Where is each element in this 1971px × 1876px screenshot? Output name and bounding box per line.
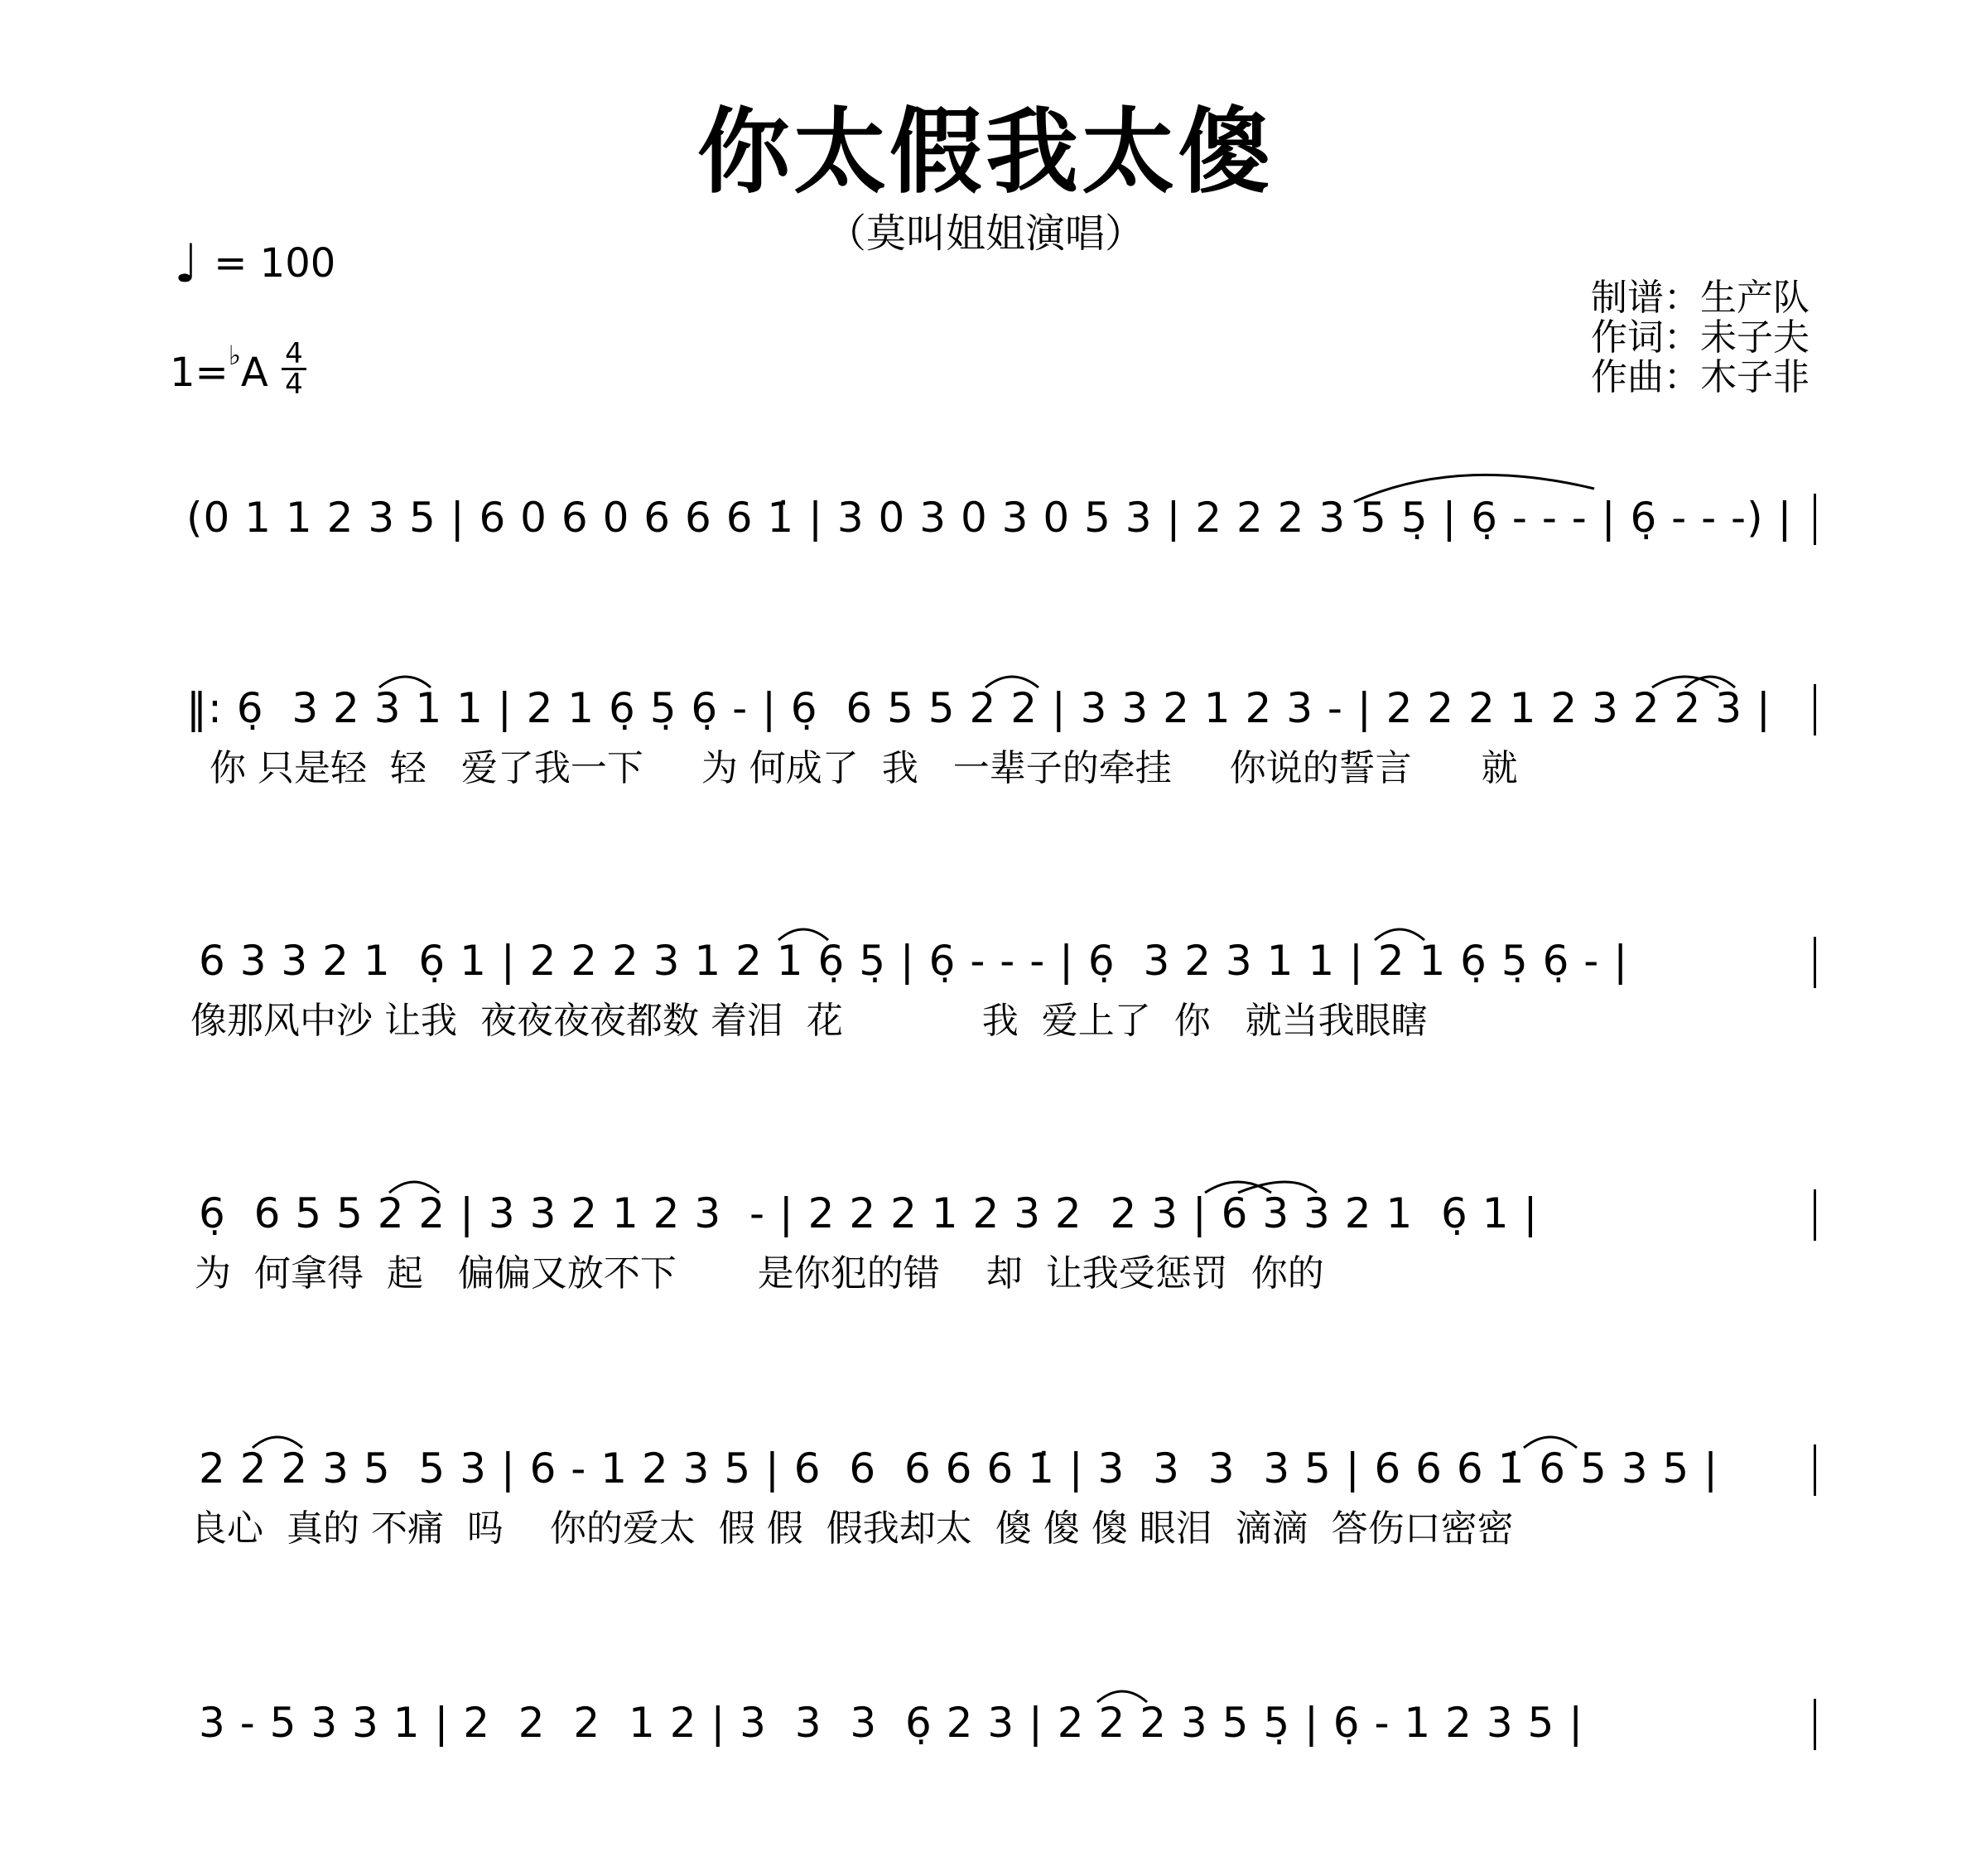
notation-line: 6 3 3 2 1 6̣ 1 | 2 2 2 3 1 2 1 6̣ 5̣ | 6̣ - - - | 6̣ 3 2 3 1 1 | 2 1 6̣ 5̣ 6̣ - | (199, 937, 1629, 985)
lyrics-line: 为 何拿得 起 偏偏又放不下 是你犯的错 却 让我受惩罚 你的 (195, 1252, 1324, 1295)
tempo-marking (174, 234, 336, 295)
composer-credit: 作曲：木子非 (1591, 356, 1810, 398)
lyrics-line: 良心 真的 不痛 吗 你的爱太 假 假 假我却太 傻 傻 傻 眼泪 滴滴 答伤口密密 (190, 1507, 1514, 1550)
notation-line: ‖: 6̣ 3 2 3 1 1 | 2 1 6̣ 5̣ 6̣ - | 6̣ 6 5 5 2 2 | 3 3 2 1 2 3 - | 2 2 2 1 2 3 2 2 3 | (186, 684, 1771, 732)
key-note: A (240, 350, 268, 396)
notation-line: 2 2 2 3 5 5 3 | 6 - 1 2 3 5 | 6 6 6 6 6 1̇ | 3 3 3 3 5 | 6 6 6 1̇ 6 5 3 5 | (199, 1444, 1718, 1493)
barline (1814, 684, 1816, 735)
score-system-2 (0, 679, 1971, 861)
flat-icon: ♭ (228, 340, 241, 371)
notation-line: 3 - 5 3 3 1 | 2 2 2 1 2 | 3 3 3 6̣ 2 3 | 2 2 2 3 5 5̣ | 6̣ - 1 2 3 5 | (199, 1699, 1584, 1747)
lyricist-credit: 作词：未子夫 (1591, 316, 1810, 359)
score-system-5 (0, 1440, 1971, 1622)
barline (1814, 1699, 1816, 1750)
lyrics-line: 像那风中沙 让我 夜夜夜夜都数 着泪 花 我 爱上了 你 就当我眼瞎 (190, 1000, 1428, 1042)
lyrics-line: 你 只是轻 轻 爱了我一下 为 何成了 我 一辈子的牵挂 你说的誓言 就 (186, 747, 1518, 789)
final-barline (1814, 494, 1816, 545)
song-title: 你太假我太傻 (697, 99, 1274, 206)
score-system-3 (0, 932, 1971, 1114)
credits-block (1591, 278, 1810, 398)
time-sig-top: 4 (285, 337, 303, 370)
notation-line: 6̣ 6 5 5 2 2 | 3 3 2 1 2 3 - | 2 2 2 1 2 3 2 2 3 | 6 3 3 2 1 6̣ 1 | (199, 1189, 1539, 1237)
time-signature (280, 337, 308, 401)
barline (1814, 1444, 1816, 1496)
key-prefix: 1= (170, 350, 229, 396)
quarter-note-icon: ♩ (174, 234, 200, 295)
arranger-credit: 制谱：生产队 (1591, 277, 1810, 319)
notation-line: (0 1 1 2 3 5 | 6 0 6 0 6 6 6 1̇ | 3 0 3 0 3 0 5 3 | 2 2 2 3 5 5̣ | 6̣ - - - | 6̣ - - -) | (186, 494, 1793, 542)
score-system-1 (0, 489, 1971, 671)
time-sig-bottom: 4 (285, 368, 303, 401)
performer-subtitle: （莫叫姐姐演唱） (826, 210, 1145, 257)
tempo-value: = 100 (214, 240, 336, 287)
score-system-6 (0, 1694, 1971, 1876)
barline (1814, 937, 1816, 988)
barline (1814, 1189, 1816, 1241)
score-system-4 (0, 1184, 1971, 1367)
key-signature (170, 340, 268, 402)
